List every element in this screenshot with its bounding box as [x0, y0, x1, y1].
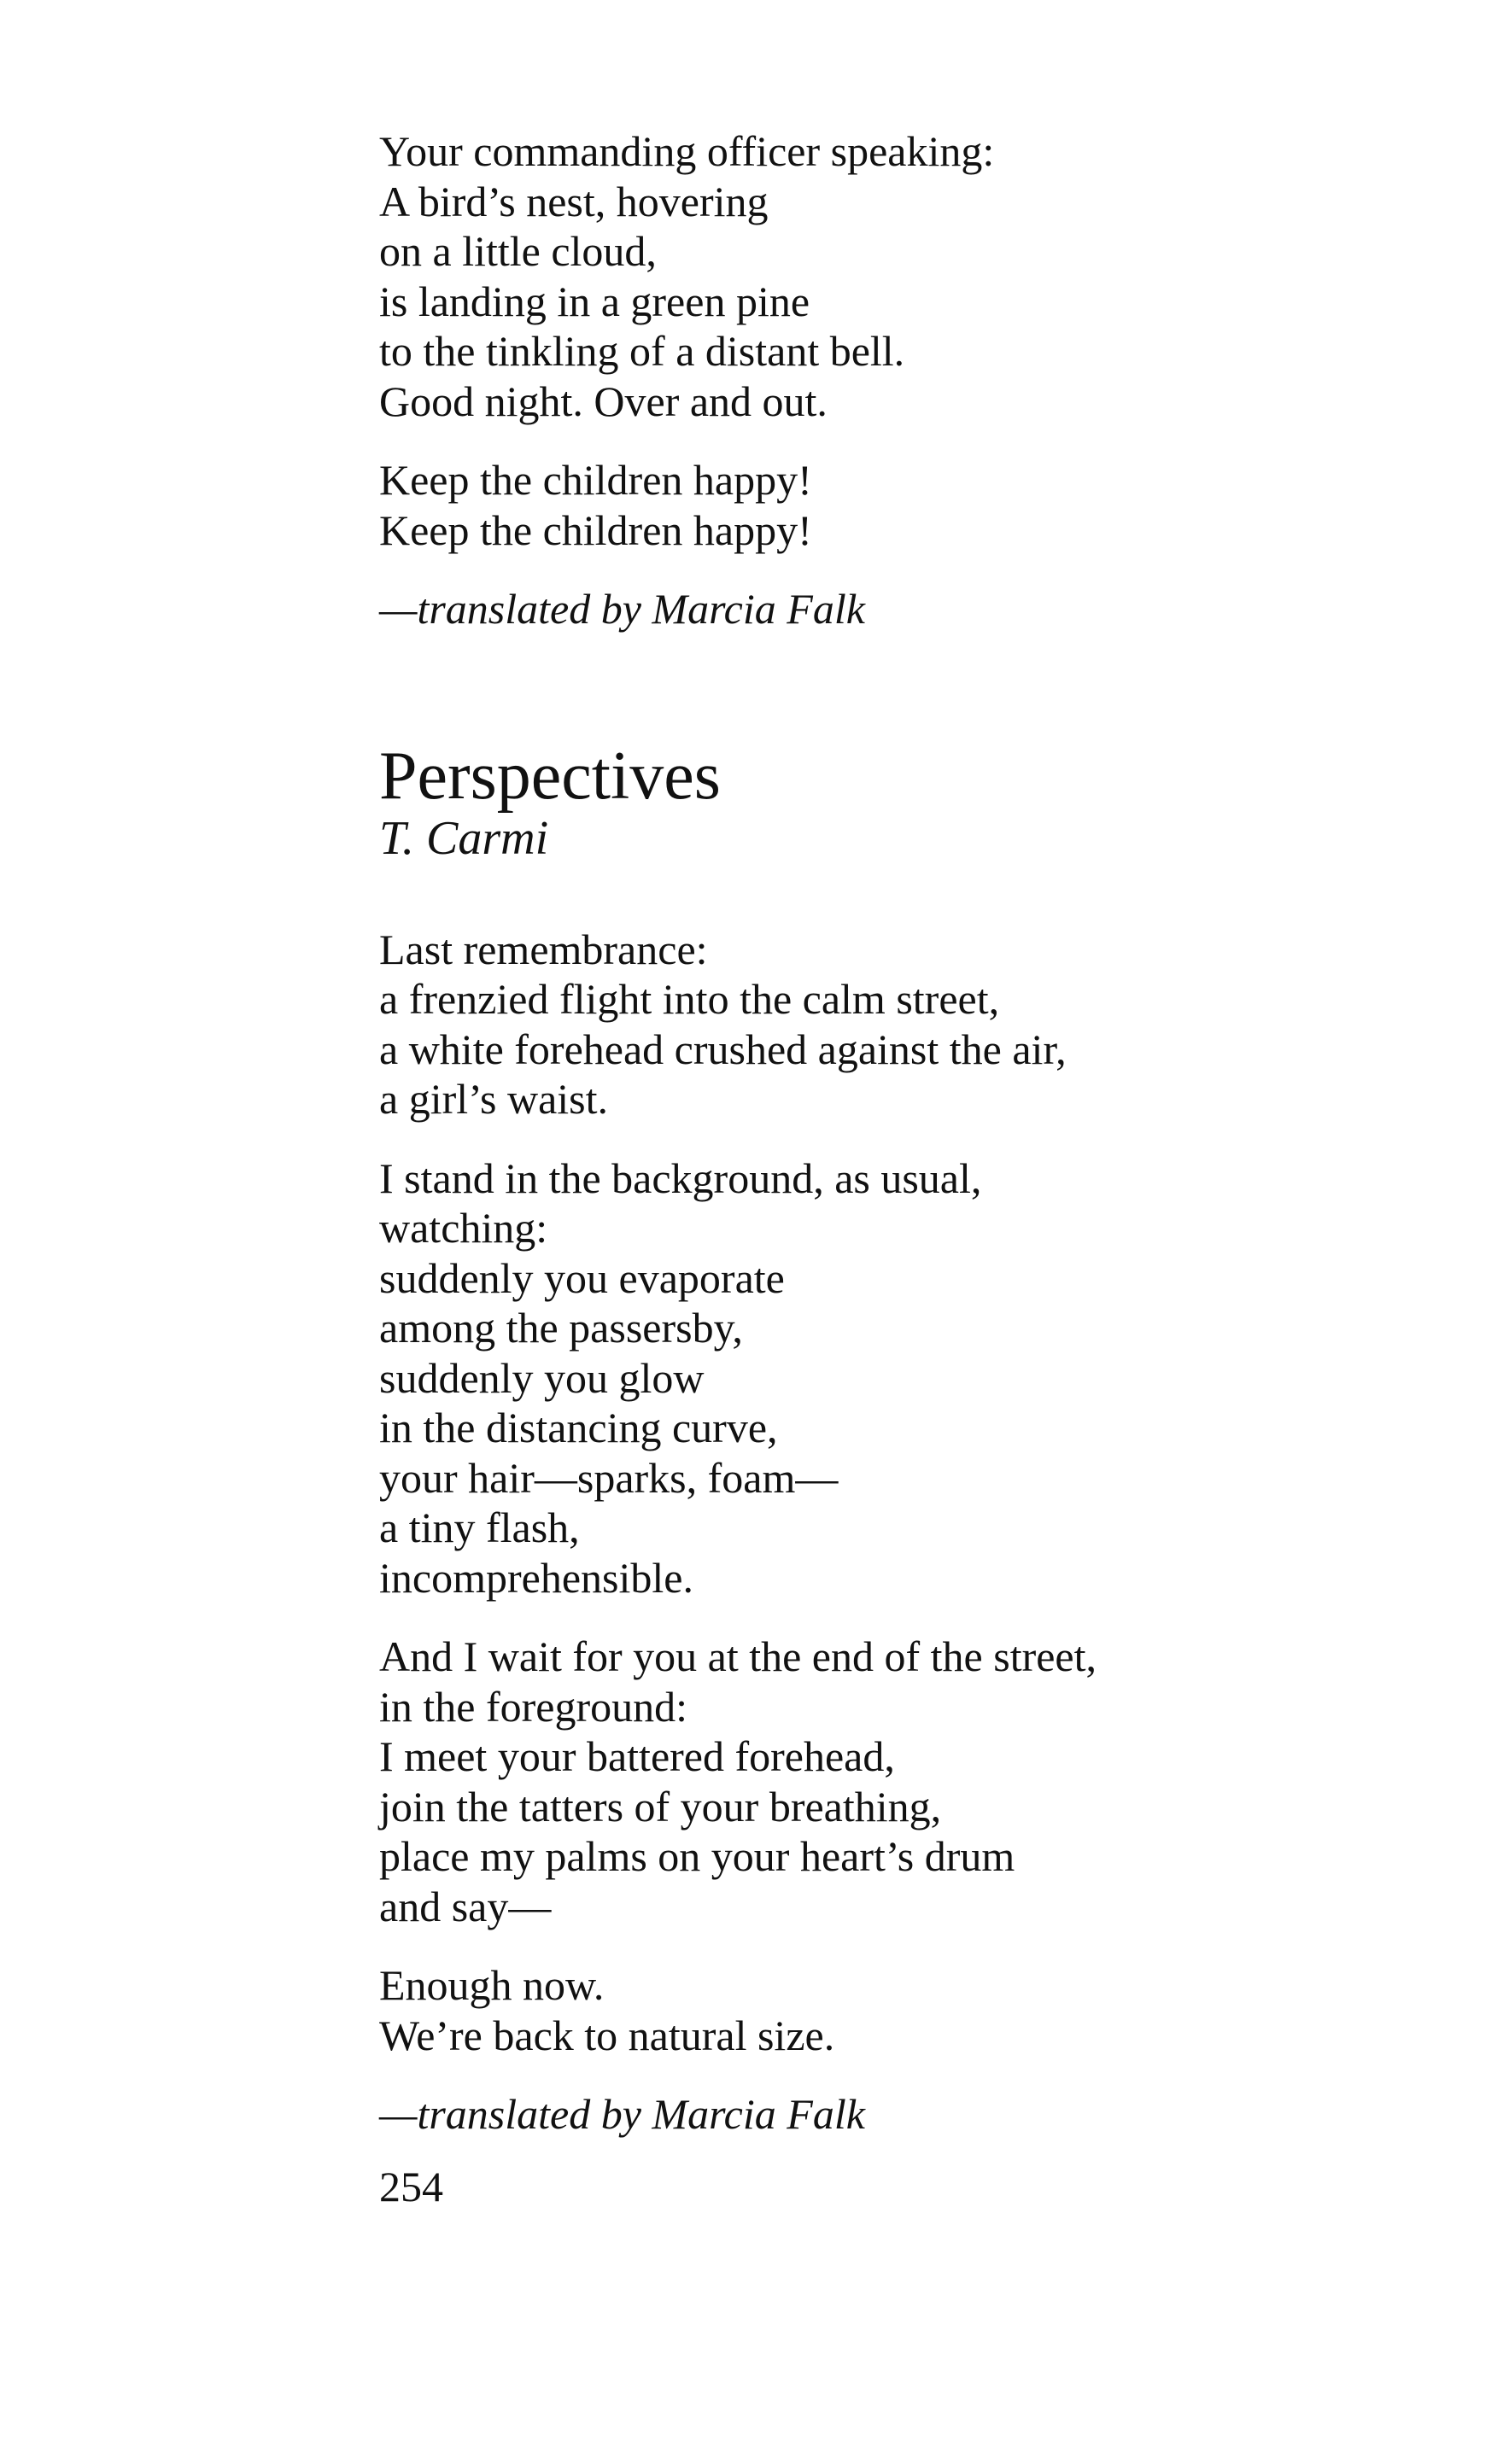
poem-line: in the foreground:: [379, 1682, 688, 1731]
poem-line: Last remembrance:: [379, 925, 708, 973]
stanza: [379, 925, 1447, 1124]
poem-line: and say—: [379, 1882, 552, 1930]
poem-line: suddenly you glow: [379, 1353, 705, 1402]
poem-line: We’re back to natural size.: [379, 2011, 835, 2059]
page-number: 254: [379, 2163, 443, 2210]
poem-line: place my palms on your heart’s drum: [379, 1832, 1015, 1880]
poem-line: Keep the children happy!: [379, 456, 812, 504]
poem-line: a girl’s waist.: [379, 1075, 609, 1123]
poem-author: T. Carmi: [379, 811, 549, 865]
poem-line: on a little cloud,: [379, 227, 657, 275]
poem-line: A bird’s nest, hovering: [379, 177, 769, 225]
poem-line: And I wait for you at the end of the street,: [379, 1632, 1097, 1680]
poem-line: incomprehensible.: [379, 1553, 693, 1602]
poem-line: a frenzied flight into the calm street,: [379, 975, 1000, 1023]
poem-line: watching:: [379, 1204, 548, 1252]
translator-credit: —translated by Marcia Falk: [379, 2090, 865, 2138]
poem-line: a tiny flash,: [379, 1504, 580, 1551]
translator-credit: —translated by Marcia Falk: [379, 585, 865, 633]
poem-line: I meet your battered forehead,: [379, 1732, 895, 1780]
stanza: [379, 455, 1447, 555]
poem-line: to the tinkling of a distant bell.: [379, 327, 905, 375]
stanza: [379, 1153, 1447, 1603]
stanza: [379, 1632, 1447, 1931]
poem-line: join the tatters of your breathing,: [379, 1782, 942, 1830]
poem-1-tail: [379, 126, 1447, 634]
poem-line: in the distancing curve,: [379, 1404, 778, 1451]
stanza: [379, 126, 1447, 426]
poem-line: a white forehead crushed against the air,: [379, 1025, 1067, 1073]
poem-2: [379, 740, 1447, 2140]
poem-line: Your commanding officer speaking:: [379, 127, 995, 175]
poem-line: Good night. Over and out.: [379, 377, 828, 425]
poem-line: Keep the children happy!: [379, 505, 812, 554]
poem-line: among the passersby,: [379, 1304, 743, 1352]
poem-line: your hair—sparks, foam—: [379, 1453, 839, 1502]
poem-line: is landing in a green pine: [379, 277, 810, 325]
poem-line: Enough now.: [379, 1961, 605, 2009]
poem-title: Perspectives: [379, 738, 721, 814]
poem-line: I stand in the background, as usual,: [379, 1153, 982, 1202]
stanza: [379, 1960, 1447, 2060]
poem-line: suddenly you evaporate: [379, 1253, 785, 1302]
page-content: [379, 126, 1447, 2140]
